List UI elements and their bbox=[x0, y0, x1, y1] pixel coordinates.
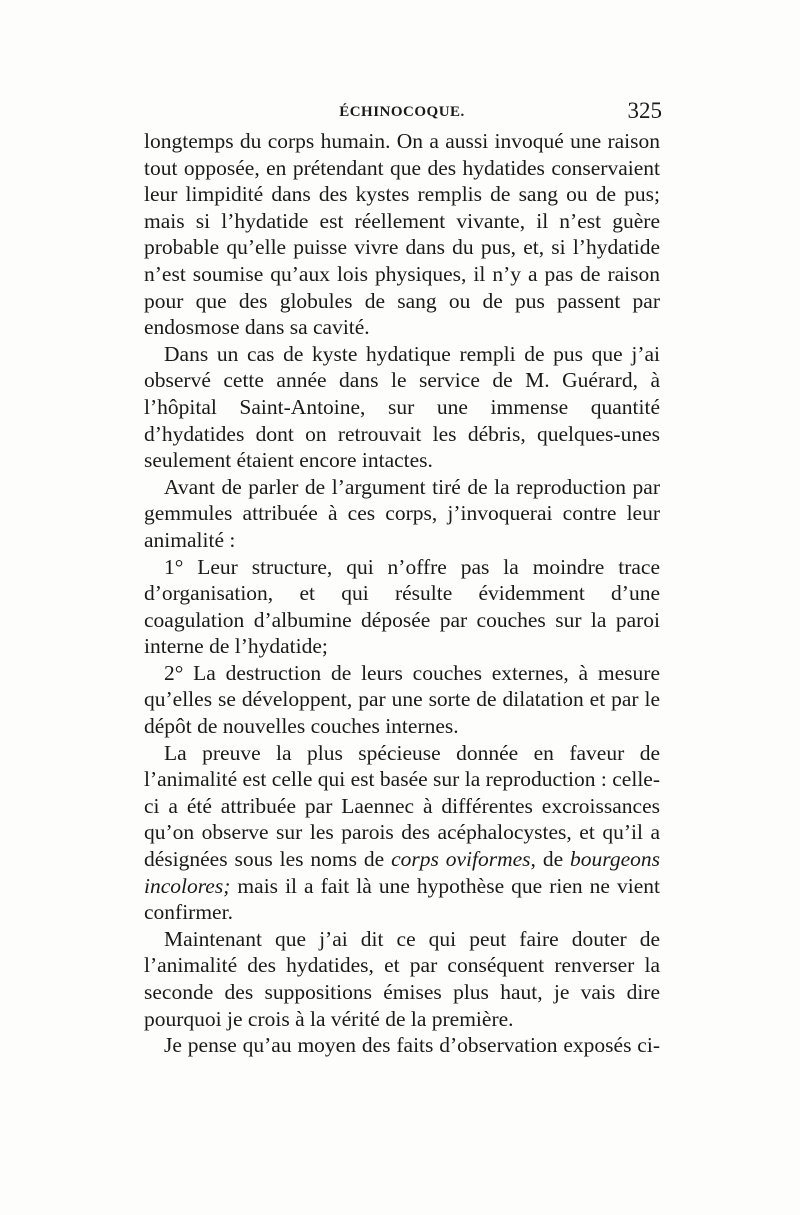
paragraph-text-segment: , de bbox=[530, 847, 571, 872]
body-text bbox=[144, 128, 660, 1059]
paragraph-case-observation: Dans un cas de kyste hydatique rempli de pus que j’ai observé cette année dans le service de M. Guérard, à l’hôpital Saint-Antoine, sur une immense quantité d’hydatides dont on retrouvait les débris, quelques-unes seulement étaient encore intactes. bbox=[144, 341, 660, 473]
running-header bbox=[142, 98, 662, 128]
page-number: 325 bbox=[627, 98, 662, 123]
paragraph-doubt-conclusion: Maintenant que j’ai dit ce qui peut faire douter de l’animalité des hydatides, et par conséquent renverser la seconde des suppositions émises plus haut, je vais dire pourquoi je crois à la vérité de la première. bbox=[144, 926, 660, 1031]
italic-term-bourgeons-incolores: bourgeons incolores; bbox=[144, 847, 660, 898]
paragraph-reproduction-proof bbox=[144, 740, 660, 926]
paragraph-argument-intro: Avant de parler de l’argument tiré de la reproduction par gemmules attribuée à ces corps, j’invoquerai contre leur animalité : bbox=[144, 474, 660, 552]
italic-term-corps-oviformes: corps oviformes bbox=[391, 847, 531, 872]
paragraph-final-line: Je pense qu’au moyen des faits d’observation exposés ci- bbox=[164, 1033, 660, 1058]
paragraph-text-segment: La preuve la plus spécieuse donnée en faveur de l’animalité est celle qui est basée sur la reproduction : celle-ci a été attribuée par Laennec à différentes excroissances qu’on observe sur les parois des acéphalocystes, et qu’il a désignées sous les noms de bbox=[144, 740, 660, 872]
paragraph-text-segment: mais il a fait là une hypothèse que rien ne vient confirmer. bbox=[144, 873, 660, 925]
paragraph-point-2-destruction: 2° La destruction de leurs couches externes, à mesure qu’elles se développent, par une sorte de dilatation et par le dépôt de nouvelles couches internes. bbox=[144, 660, 660, 739]
running-title: ÉCHINOCOQUE. bbox=[339, 104, 465, 120]
paragraph-point-1-structure: 1° Leur structure, qui n’offre pas la moindre trace d’organisation, et qui résulte évidemment d’une coagulation d’albumine déposée par couches sur la paroi interne de l’hydatide; bbox=[144, 554, 660, 659]
paragraph-continuation: longtemps du corps humain. On a aussi invoqué une raison tout opposée, en prétendant que des hydatides conservaient leur limpidité dans des kystes remplis de sang ou de pus; mais si l’hydatide est réellement vivante, il n’est guère probable qu’elle puisse vivre dans du pus, et, si l’hydatide n’est soumise qu’aux lois physiques, il n’y a pas de raison pour que des globules de sang ou de pus passent par endosmose dans sa cavité. bbox=[144, 129, 660, 340]
